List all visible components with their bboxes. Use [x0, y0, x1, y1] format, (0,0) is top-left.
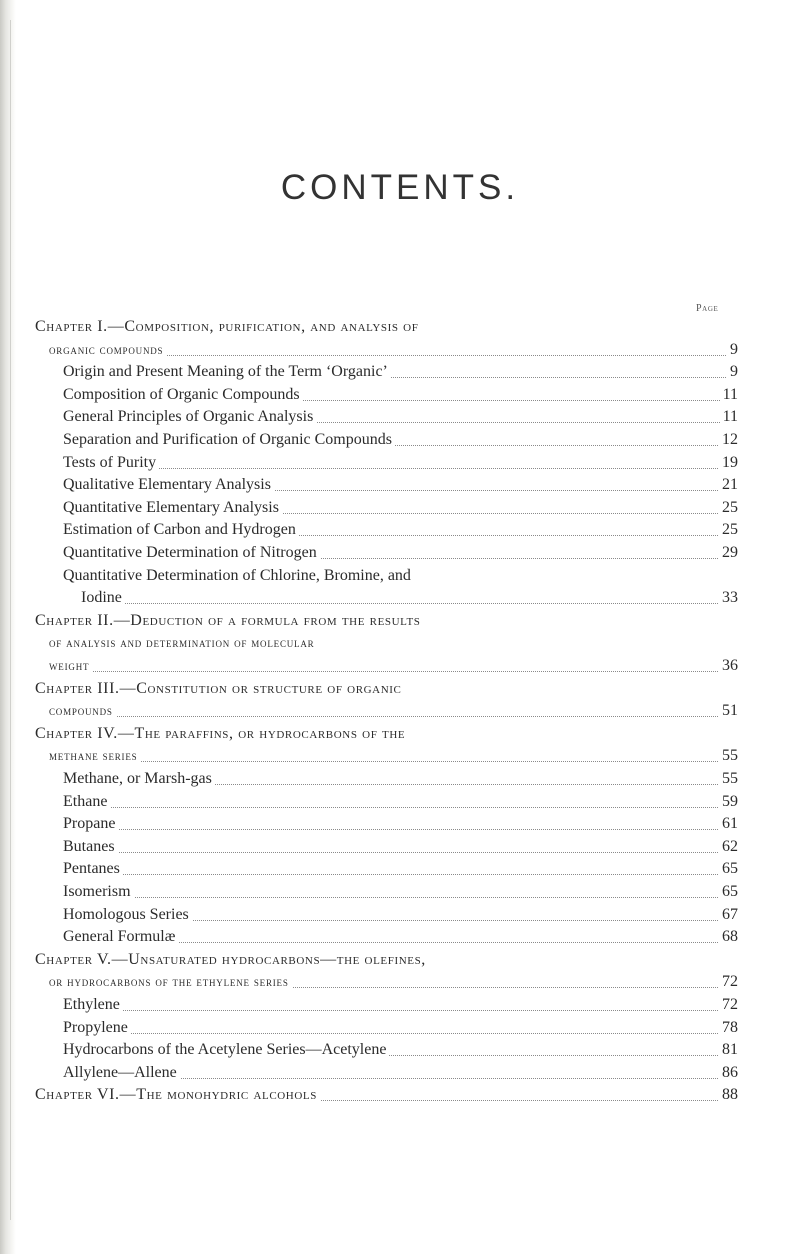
toc-entry — [63, 1039, 738, 1061]
dot-leader — [63, 813, 738, 830]
toc-page-number: 21 — [719, 474, 738, 496]
toc-entry-title: Tests of Purity — [63, 452, 159, 474]
toc-entry — [63, 429, 738, 451]
toc-page-number: 68 — [719, 926, 738, 948]
toc-entry-title: Propane — [63, 813, 118, 835]
toc-entry-title: Iodine — [81, 587, 125, 609]
toc-entry-title: weight — [49, 655, 92, 677]
toc-entry — [49, 339, 738, 361]
toc-entry — [35, 1084, 738, 1106]
toc-entry — [49, 655, 738, 677]
toc-entry-title: General Principles of Organic Analysis — [63, 406, 316, 428]
toc-entry-title: of analysis and determination of molecular — [49, 632, 317, 654]
toc-entry-title: Quantitative Elementary Analysis — [63, 497, 282, 519]
toc-entry-title: Ethylene — [63, 994, 123, 1016]
toc-entry-title: Separation and Purification of Organic Compounds — [63, 429, 395, 451]
toc-entry — [35, 723, 738, 745]
dot-leader — [49, 655, 738, 672]
toc-page-number: 62 — [719, 836, 738, 858]
toc-page-number: 81 — [719, 1039, 738, 1061]
toc-entry — [35, 610, 738, 632]
page-title: CONTENTS. — [280, 168, 520, 207]
page-column-label: Page — [696, 303, 719, 314]
toc-entry-title: Chapter V.—Unsaturated hydrocarbons—the olefines, — [35, 949, 429, 971]
toc-page-number: 11 — [720, 384, 738, 406]
toc-entry-title: General Formulæ — [63, 926, 178, 948]
toc-entry-title: Chapter VI.—The monohydric alcohols — [35, 1084, 320, 1106]
toc-entry-title: Chapter IV.—The paraffins, or hydrocarbons of the — [35, 723, 408, 745]
dot-leader — [63, 881, 738, 898]
toc-entry — [63, 994, 738, 1016]
toc-entry-title: Isomerism — [63, 881, 134, 903]
toc-page-number: 33 — [719, 587, 738, 609]
toc-page-number: 36 — [719, 655, 738, 677]
toc-entry-title: Methane, or Marsh-gas — [63, 768, 215, 790]
toc-entry — [81, 587, 738, 609]
toc-entry — [63, 881, 738, 903]
toc-entry — [49, 971, 738, 993]
toc-entry-title: Hydrocarbons of the Acetylene Series—Acetylene — [63, 1039, 389, 1061]
dot-leader — [49, 700, 738, 717]
toc-entry — [63, 1017, 738, 1039]
toc-page-number: 59 — [719, 791, 738, 813]
toc-entry-title: organic compounds — [49, 339, 166, 361]
toc-page-number: 86 — [719, 1062, 738, 1084]
toc-page-number: 65 — [719, 858, 738, 880]
toc-entry — [63, 813, 738, 835]
dot-leader — [63, 791, 738, 808]
toc-page-number: 9 — [727, 361, 738, 383]
toc-entry-title: Composition of Organic Compounds — [63, 384, 303, 406]
toc-entry-title: Chapter III.—Constitution or structure of organic — [35, 678, 404, 700]
toc-entry — [63, 361, 738, 383]
toc-entry — [63, 519, 738, 541]
toc-entry-title: methane series — [49, 745, 140, 767]
toc-entry-title: Allylene—Allene — [63, 1062, 180, 1084]
dot-leader — [63, 1017, 738, 1034]
toc-entry-title: Quantitative Determination of Chlorine, Bromine, and — [63, 565, 414, 587]
toc-entry-title: Estimation of Carbon and Hydrogen — [63, 519, 299, 541]
toc-entry-title: Butanes — [63, 836, 118, 858]
toc-entry-title: compounds — [49, 700, 116, 722]
toc-entry-title: Quantitative Determination of Nitrogen — [63, 542, 320, 564]
toc-entry — [35, 949, 738, 971]
toc-page-number: 88 — [719, 1084, 738, 1106]
toc-page-number: 11 — [720, 406, 738, 428]
toc-page-number: 12 — [719, 429, 738, 451]
dot-leader — [63, 836, 738, 853]
toc-entry-title: Qualitative Elementary Analysis — [63, 474, 274, 496]
dot-leader — [63, 452, 738, 469]
toc-entry — [35, 316, 738, 338]
toc-entry — [63, 474, 738, 496]
toc-page-number: 65 — [719, 881, 738, 903]
toc-page-number: 72 — [719, 971, 738, 993]
toc-entry — [63, 858, 738, 880]
toc-entry-title: Pentanes — [63, 858, 123, 880]
toc-page-number: 78 — [719, 1017, 738, 1039]
toc-entry — [63, 904, 738, 926]
toc-entry-title: Ethane — [63, 791, 110, 813]
toc-page-number: 25 — [719, 497, 738, 519]
toc-entry-title: Chapter I.—Composition, purification, and analysis of — [35, 316, 421, 338]
toc-page-number: 55 — [719, 745, 738, 767]
toc-entry — [63, 452, 738, 474]
toc-entry — [63, 1062, 738, 1084]
toc-page-number: 25 — [719, 519, 738, 541]
toc-entry — [63, 565, 738, 587]
toc-page-number: 67 — [719, 904, 738, 926]
toc-entry — [63, 926, 738, 948]
toc-entry — [63, 542, 738, 564]
toc-entry — [63, 497, 738, 519]
toc-entry — [63, 836, 738, 858]
toc-entry — [49, 700, 738, 722]
toc-entry — [49, 632, 738, 654]
dot-leader — [81, 587, 738, 604]
toc-entry — [63, 791, 738, 813]
toc-entry-title: or hydrocarbons of the ethylene series — [49, 971, 292, 993]
toc-page-number: 61 — [719, 813, 738, 835]
toc-entry — [49, 745, 738, 767]
toc-page-number: 29 — [719, 542, 738, 564]
toc-entry-title: Origin and Present Meaning of the Term ‘Organic’ — [63, 361, 391, 383]
toc-entry-title: Chapter II.—Deduction of a formula from the results — [35, 610, 424, 632]
dot-leader — [49, 745, 738, 762]
toc-page-number: 19 — [719, 452, 738, 474]
toc-entry — [63, 768, 738, 790]
toc-page-number: 9 — [727, 339, 738, 361]
toc-entry-title: Homologous Series — [63, 904, 192, 926]
dot-leader — [63, 994, 738, 1011]
toc-page-number: 72 — [719, 994, 738, 1016]
toc-page-number: 55 — [719, 768, 738, 790]
toc-page-number: 51 — [719, 700, 738, 722]
toc-entry — [63, 384, 738, 406]
toc-entry — [35, 678, 738, 700]
toc-entry — [63, 406, 738, 428]
dot-leader — [63, 858, 738, 875]
toc-entry-title: Propylene — [63, 1017, 131, 1039]
